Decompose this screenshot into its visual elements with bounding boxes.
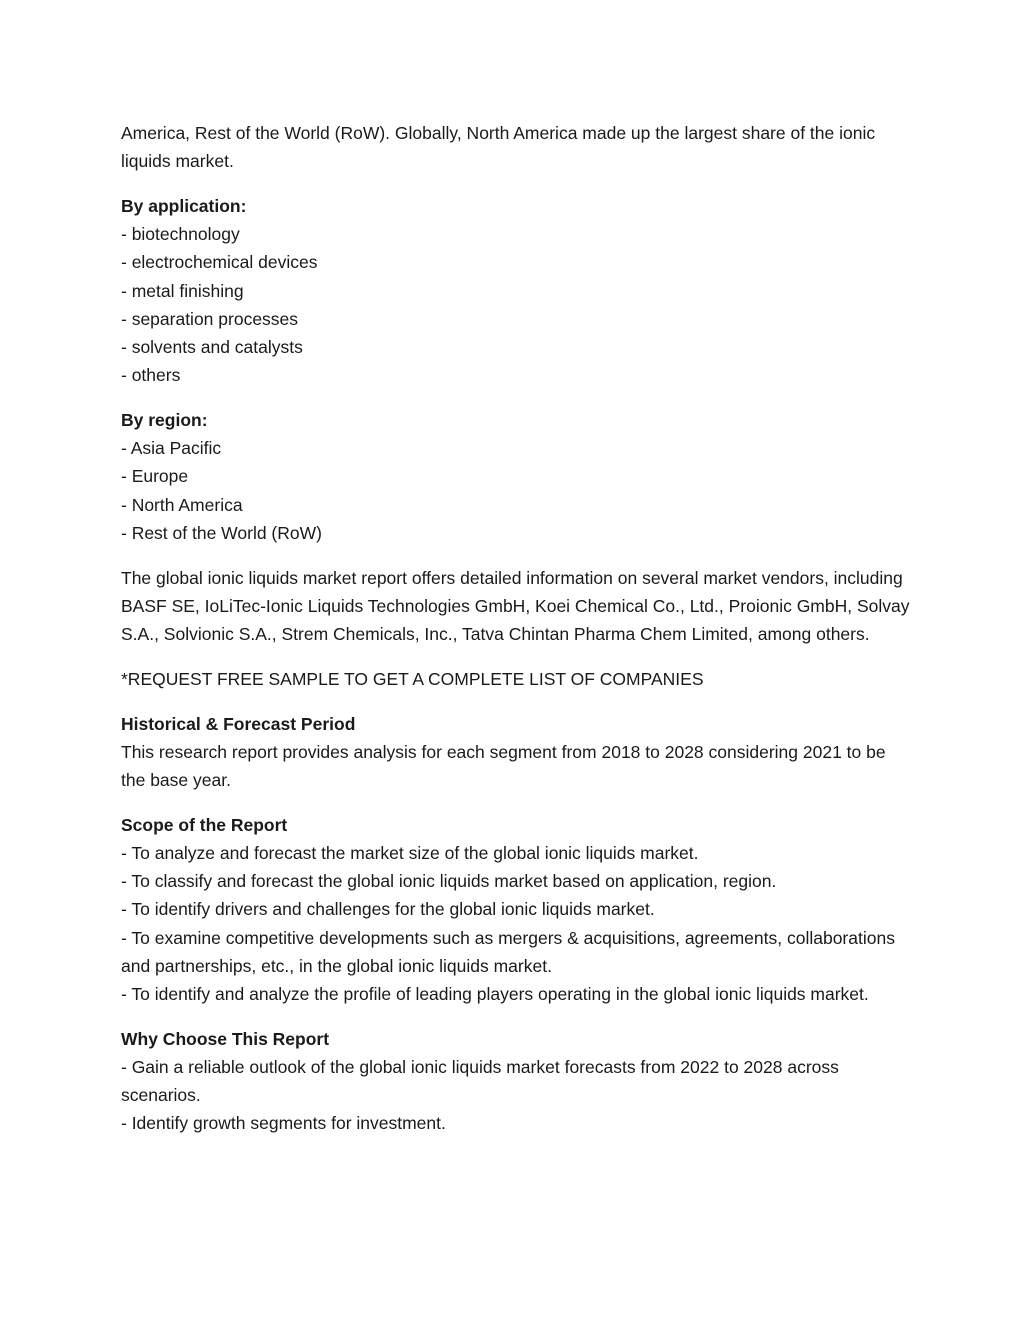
historical-heading: Historical & Forecast Period bbox=[121, 713, 356, 734]
list-item: - solvents and catalysts bbox=[121, 337, 303, 358]
list-item: - Asia Pacific bbox=[121, 438, 222, 459]
by-region-section bbox=[121, 406, 911, 547]
why-choose-section bbox=[121, 1025, 911, 1138]
list-item: - North America bbox=[121, 494, 243, 515]
list-item: - Rest of the World (RoW) bbox=[121, 522, 322, 543]
document-body bbox=[121, 119, 911, 1154]
scope-heading: Scope of the Report bbox=[121, 814, 288, 835]
list-item: - electrochemical devices bbox=[121, 252, 318, 273]
list-item: - To analyze and forecast the market size of the global ionic liquids market. bbox=[121, 843, 699, 864]
by-application-section bbox=[121, 192, 911, 389]
vendors-paragraph: The global ionic liquids market report offers detailed information on several market vendors, including BASF SE, IoLiTec-Ionic Liquids Technologies GmbH, Koei Chemical Co., Ltd., Proionic GmbH, Solvay S.A., Solvionic S.A., Strem Chemicals, Inc., Tatva Chintan Pharma Chem Limited, among others. bbox=[121, 567, 910, 645]
by-application-heading: By application: bbox=[121, 196, 247, 216]
intro-paragraph: America, Rest of the World (RoW). Globally, North America made up the largest share of the ionic liquids market. bbox=[121, 123, 876, 172]
list-item: - separation processes bbox=[121, 308, 299, 329]
historical-section bbox=[121, 710, 911, 795]
why-choose-heading: Why Choose This Report bbox=[121, 1028, 330, 1049]
scope-section bbox=[121, 811, 911, 1008]
list-item: - Identify growth segments for investment. bbox=[121, 1113, 446, 1134]
list-item: - Europe bbox=[121, 466, 189, 487]
list-item: - To identify and analyze the profile of leading players operating in the global ionic liquids market. bbox=[121, 984, 869, 1005]
list-item: - others bbox=[121, 365, 181, 386]
list-item: - biotechnology bbox=[121, 224, 240, 245]
list-item: - To classify and forecast the global ionic liquids market based on application, region. bbox=[121, 871, 777, 892]
list-item: - To identify drivers and challenges for the global ionic liquids market. bbox=[121, 899, 655, 920]
historical-text: This research report provides analysis for each segment from 2018 to 2028 considering 2021 to be the base year. bbox=[121, 741, 886, 791]
by-region-heading: By region: bbox=[121, 410, 208, 431]
request-sample-text: *REQUEST FREE SAMPLE TO GET A COMPLETE LIST OF COMPANIES bbox=[121, 668, 704, 689]
list-item: - Gain a reliable outlook of the global ionic liquids market forecasts from 2022 to 2028 across scenarios. bbox=[121, 1057, 839, 1106]
list-item: - To examine competitive developments such as mergers & acquisitions, agreements, collaborations and partnerships, etc., in the global ionic liquids market. bbox=[121, 927, 895, 976]
list-item: - metal finishing bbox=[121, 280, 244, 301]
